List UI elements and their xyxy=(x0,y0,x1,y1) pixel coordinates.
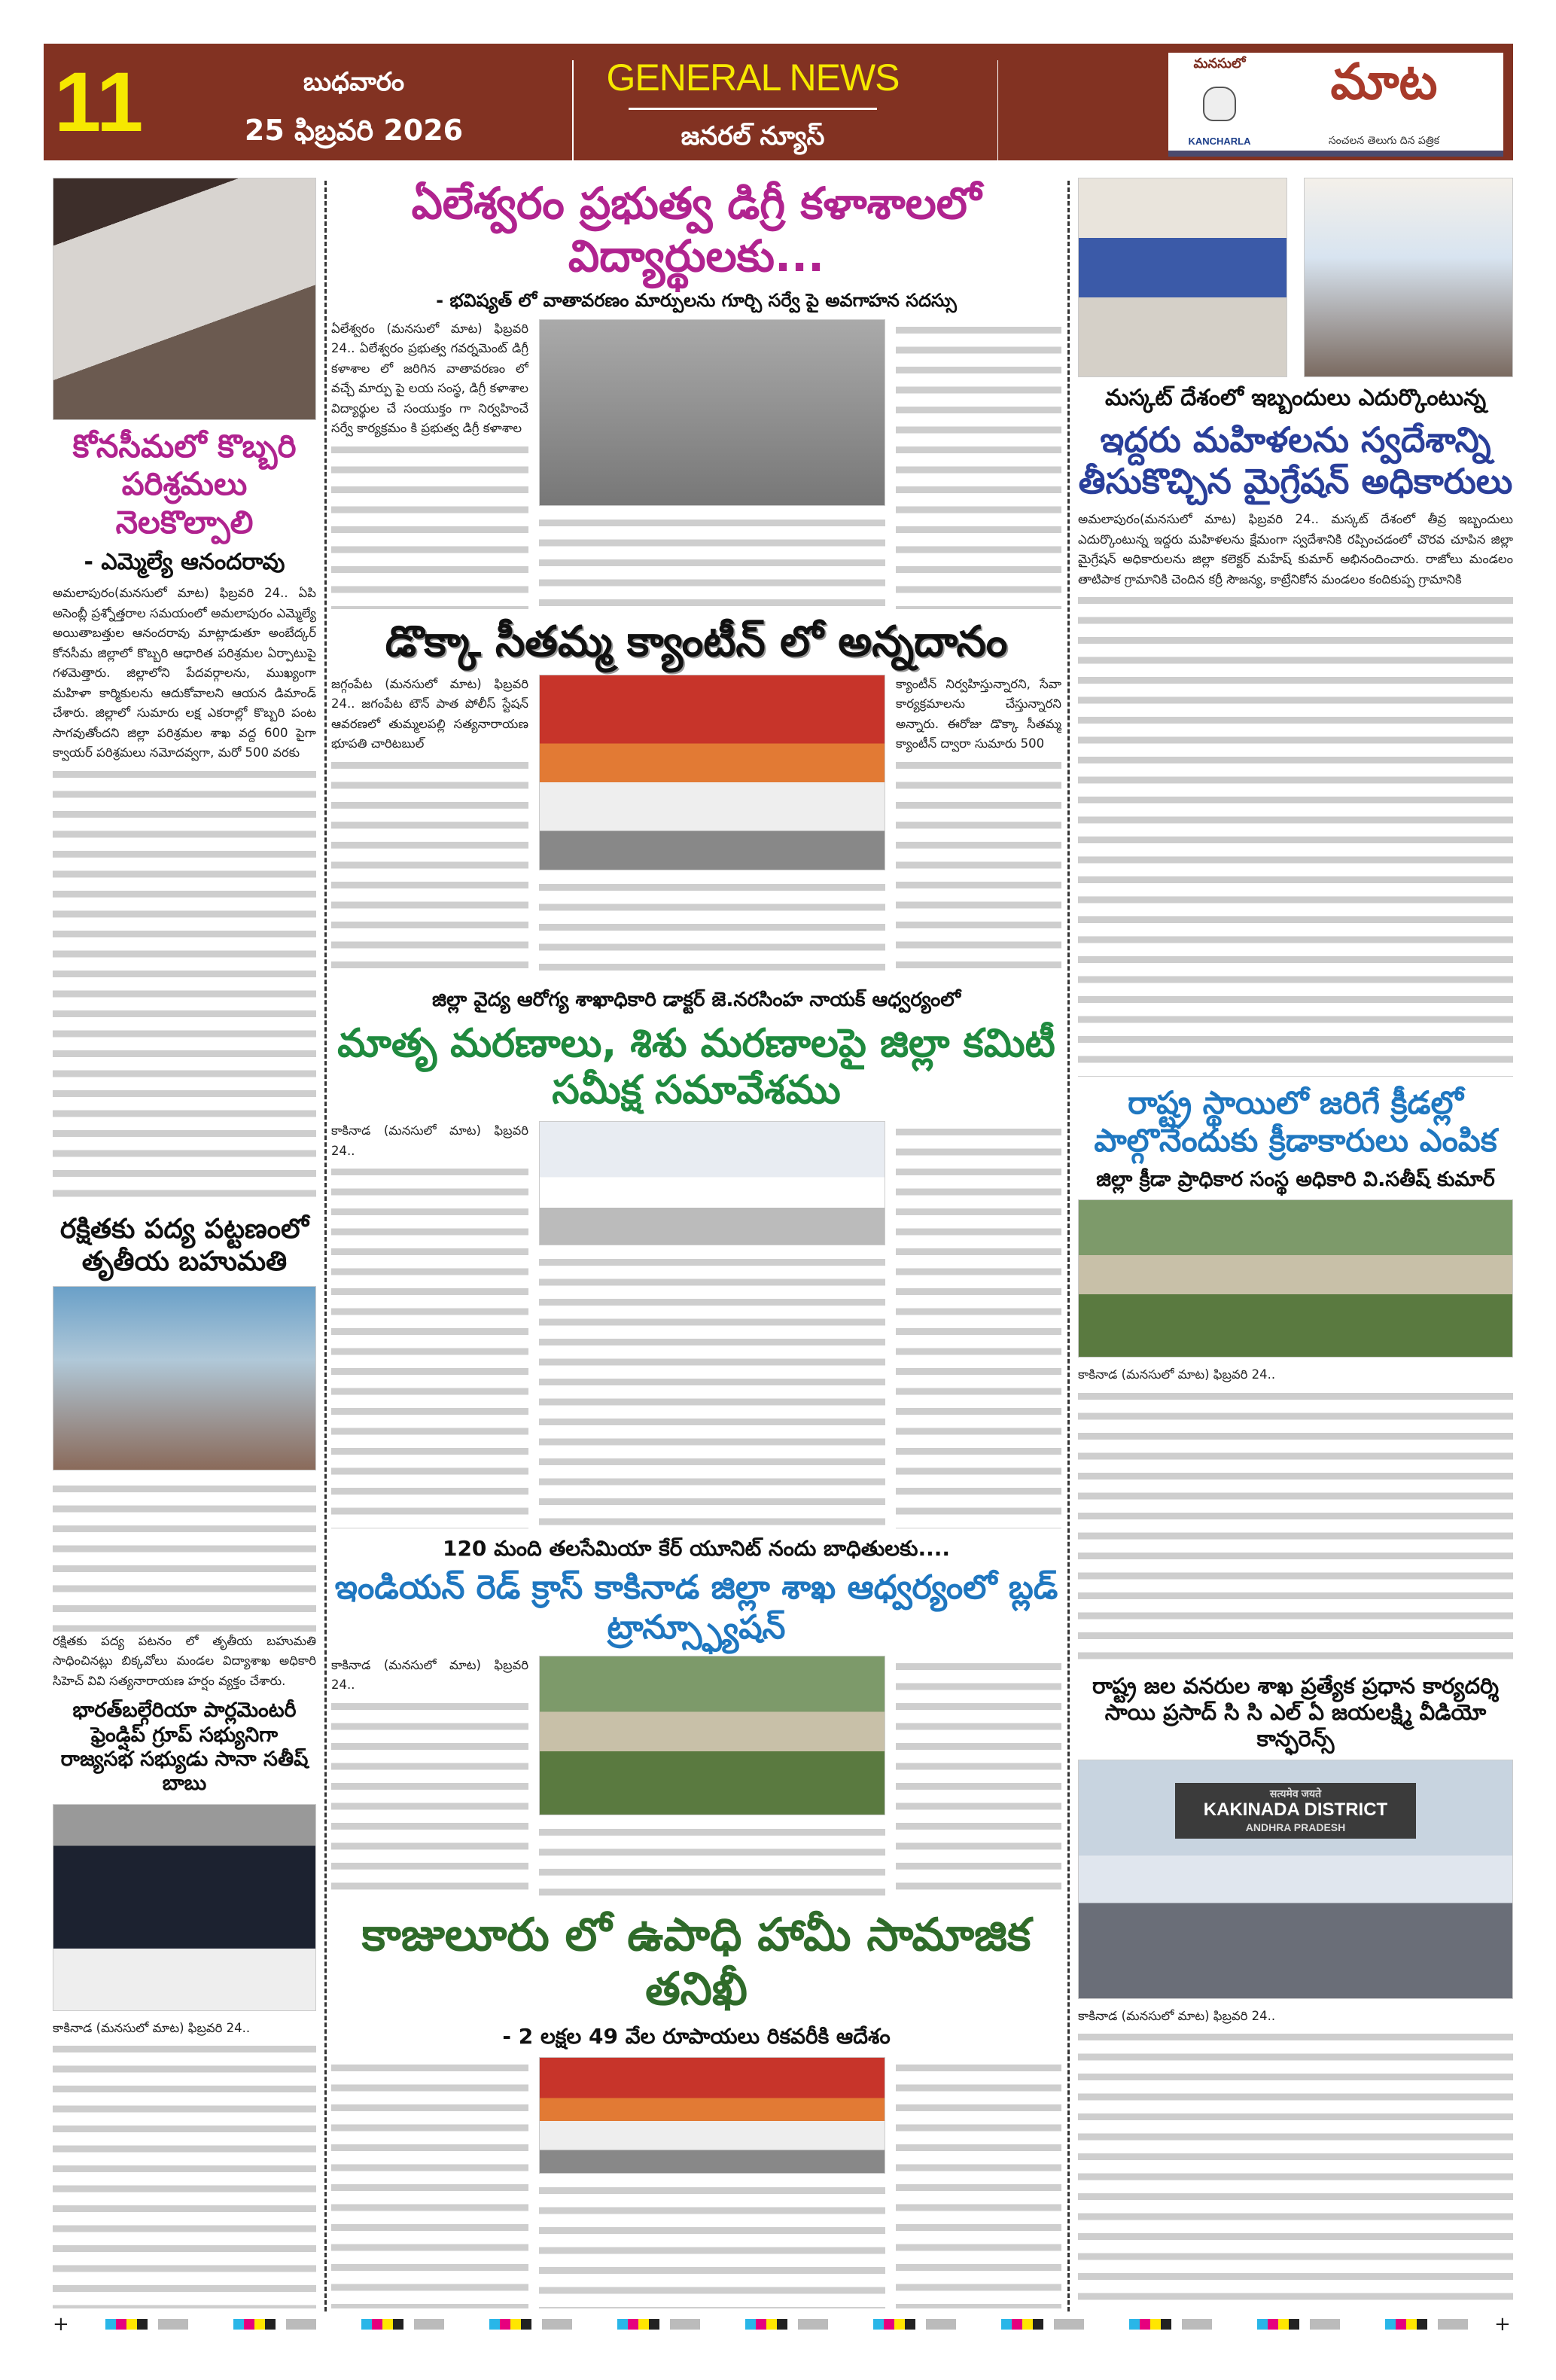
middle-column xyxy=(331,178,1061,2308)
section-rule xyxy=(629,108,877,110)
headline-migration-officers: ఇద్దరు మహిళలను స్వదేశాన్ని తీసుకొచ్చిన మైగ్రేషన్ అధికారులు xyxy=(1078,419,1513,502)
logo-tagline: సంచలన తెలుగు దిన పత్రిక xyxy=(1328,135,1440,148)
article-center xyxy=(539,1656,885,1900)
text-lines xyxy=(331,756,528,982)
subheadline: - భవిష్యత్ లో వాతావరణం మార్పులను గూర్చి సర్వే పై అవగాహన సదస్సు xyxy=(436,290,957,312)
article-body xyxy=(53,2019,316,2308)
article-body xyxy=(896,1121,1061,1528)
text-lines xyxy=(539,513,885,609)
article-center xyxy=(539,675,885,982)
article-text: క్యాంటీన్ నిర్వహిస్తున్నారని, సేవా కార్యక్రమాలను చేస్తున్నారని అన్నారు. ఈరోజు డొక్కా సీతమ్మ క్యాంటీన్ ద్వారా సుమారు 500 xyxy=(896,676,1061,751)
article-text: రక్షితకు పద్య పటనం లో తృతీయ బహుమతి సాధించినట్లు బిక్కవోలు మండల విద్యాశాఖ అధికారి సిహెచ్ వివి సత్యనారాయణ హర్షం వ్యక్తం చేశారు. xyxy=(53,1633,316,1688)
text-lines xyxy=(539,2181,885,2308)
article-body xyxy=(539,876,885,982)
article-body xyxy=(896,319,1061,609)
logo-brand: KANCHARLA xyxy=(1188,136,1251,148)
article-text: ఏలేశ్వరం (మనసులో మాట) ఫిబ్రవరి 24.. ఏలేశ్వరం ప్రభుత్వ గవర్నమెంట్ డిగ్రీ కళాశాల లో జరిగిన వాతావరణం లో వచ్చే మార్పు పై లయ సంస్థ, డిగ్రీ కళాశాల విద్యార్థుల చే సంయుక్తం గా నిర్వహించే సర్వే కార్యక్రమం కి ప్రభుత్వ డిగ్రీ కళాశాల xyxy=(331,321,528,436)
text-lines xyxy=(896,321,1061,609)
logo-left xyxy=(1174,56,1265,148)
sign-subtitle: ANDHRA PRADESH xyxy=(1245,1821,1346,1834)
text-lines xyxy=(53,1480,316,1632)
sign-motto: सत्यमेव जयते xyxy=(1269,1787,1322,1799)
article-social-audit xyxy=(331,2057,1061,2308)
article-center xyxy=(539,2057,885,2308)
photo-blood-transfusion xyxy=(539,1656,885,1815)
headline-social-audit: కాజులూరు లో ఉపాధి హామీ సామాజిక తనిఖీ xyxy=(361,1909,1031,2016)
photo-mla xyxy=(53,178,316,420)
section-title-box xyxy=(572,53,933,158)
text-lines xyxy=(53,2040,316,2308)
text-lines xyxy=(539,1823,885,1900)
headline-video-conference: రాష్ట్ర జల వనరుల శాఖ ప్రత్యేక ప్రధాన కార్యదర్శి సాయి ప్రసాద్ సి సి ఎల్ ఏ జయలక్ష్మి వీడియో కాన్ఫరెన్స్ xyxy=(1092,1673,1499,1751)
article-maternal-deaths xyxy=(331,1121,1061,1528)
kicker: 120 మంది తలసేమియా కేర్ యూనిట్ నందు బాధితులకు.... xyxy=(442,1535,951,1561)
article-canteen xyxy=(331,675,1061,982)
column-divider xyxy=(1067,181,1070,2311)
logo-name: మాట xyxy=(1330,53,1438,111)
logo-portrait-icon xyxy=(1203,87,1236,121)
district-sign xyxy=(1175,1783,1416,1839)
article-body xyxy=(539,1821,885,1900)
headline-poem-prize: రక్షితకు పద్య పట్టణంలో తృతీయ బహుమతి xyxy=(59,1214,309,1278)
subheadline: - ఎమ్మెల్యే ఆనందరావు xyxy=(84,549,285,576)
article-text: కాకినాడ (మనసులో మాట) ఫిబ్రవరి 24.. xyxy=(1078,1367,1276,1382)
page-number: 11 xyxy=(54,55,144,149)
kicker: మస్కట్ దేశంలో ఇబ్బందులు ఎదుర్కొంటున్న xyxy=(1104,385,1487,411)
text-lines xyxy=(331,440,528,609)
dateline-box xyxy=(218,59,489,157)
headline-sana-satish: భారత్‌బల్గేరియా పార్లమెంటరీ ఫ్రెండ్షిప్ గ్రూప్ సభ్యునిగా రాజ్యసభ సభ్యుడు సానా సతీష్ బాబు xyxy=(60,1699,309,1796)
article-text: కాకినాడ (మనసులో మాట) ఫిబ్రవరి 24.. xyxy=(53,2020,251,2035)
divider xyxy=(997,60,998,160)
text-lines xyxy=(1078,2028,1513,2308)
article-body xyxy=(896,675,1061,982)
article-text: అమలాపురం(మనసులో మాట) ఫిబ్రవరి 24.. ఏపి అసెంబ్లీ ప్రశ్నోత్తరాల సమయంలో అమలాపురం ఎమ్మెల్యే అయితాబత్తుల ఆనందరావు మాట్లాడుతూ అంబేద్కర్ కోనసీమ జిల్లాలో కొబ్బరి ఆధారిత పరిశ్రమల ఏర్పాటుపై గళమెత్తారు. జిల్లాలోని పేదవర్గాలను, ముఖ్యంగా మహిళా కార్మికులను ఆదుకోవాలని ఆయన డిమాండ్ చేశారు. జిల్లాలో సుమారు లక్ష ఎకరాల్లో కొబ్బరి పంట సాగవుతోందని జిల్లా పరిశ్రమల శాఖ వద్ద 600 పైగా క్వాయర్ పరిశ్రమలు నమోదవ్వగా, మరో 500 వరకు xyxy=(53,586,316,760)
text-lines xyxy=(53,765,316,1205)
headline-degree-college: ఏలేశ్వరం ప్రభుత్వ డిగ్రీ కళాశాలలో విద్యార్థులకు... xyxy=(411,178,982,282)
sign-title: KAKINADA DISTRICT xyxy=(1203,1799,1388,1821)
article-body xyxy=(331,2057,528,2308)
kicker: జిల్లా వైద్య ఆరోగ్య శాఖాధికారి డాక్టర్ జె.నరసింహ నాయక్ ఆధ్వర్యంలో xyxy=(431,989,961,1012)
text-lines xyxy=(1078,591,1513,1076)
article-body xyxy=(53,584,316,1205)
article-body xyxy=(896,2057,1061,2308)
article-body xyxy=(539,1251,885,1528)
logo-kicker: మనసులో xyxy=(1193,56,1246,72)
text-lines xyxy=(331,1163,528,1528)
text-lines xyxy=(539,878,885,982)
article-body xyxy=(331,675,528,982)
article-text: కాకినాడ (మనసులో మాట) ఫిబ్రవరి 24.. xyxy=(1078,2008,1276,2023)
photo-canteen xyxy=(539,675,885,870)
article-red-cross xyxy=(331,1656,1061,1900)
section-title-en: GENERAL NEWS xyxy=(606,56,900,99)
issue-date: 25 ఫిబ్రవరి 2026 xyxy=(244,114,464,148)
section-title-te: జనరల్ న్యూస్ xyxy=(681,121,825,152)
photo-woman-1 xyxy=(1078,178,1287,377)
photo-woman-2 xyxy=(1304,178,1513,377)
headline-coconut-industries: కోనసీమలో కొబ్బరి పరిశ్రమలు నెలకొల్పాలి xyxy=(72,428,297,541)
text-lines xyxy=(539,1253,885,1528)
photo-pair xyxy=(1078,178,1513,377)
article-body xyxy=(331,1121,528,1528)
subheadline: జిల్లా క్రీడా ప్రాధికార సంస్థ అధికారి వి.సతీష్ కుమార్ xyxy=(1096,1167,1495,1191)
registration-mark-icon: + xyxy=(53,2313,69,2336)
text-lines xyxy=(896,1657,1061,1900)
text-lines xyxy=(331,2059,528,2308)
photo-sana-satish xyxy=(53,1804,316,2011)
article-text: కాకినాడ (మనసులో మాట) ఫిబ్రవరి 24.. xyxy=(331,1657,528,1693)
photo-sports xyxy=(1078,1199,1513,1358)
article-degree-college xyxy=(331,319,1061,609)
logo-right xyxy=(1271,53,1497,148)
headline-sports-selection: రాష్ట్ర స్థాయిలో జరిగే క్రీడల్లో పాల్గొనేందుకు క్రీడాకారులు ఎంపిక xyxy=(1094,1083,1497,1160)
color-calibration-bar xyxy=(105,2319,1475,2330)
text-lines xyxy=(896,2059,1061,2308)
article-body xyxy=(331,319,528,609)
text-lines xyxy=(331,1697,528,1900)
photo-college-seminar xyxy=(539,319,885,506)
article-text: కాకినాడ (మనసులో మాట) ఫిబ్రవరి 24.. xyxy=(331,1123,528,1158)
photo-social-audit xyxy=(539,2057,885,2174)
photo-review-meeting xyxy=(539,1121,885,1245)
column-divider xyxy=(324,181,327,2311)
article-text: జగ్గంపేట (మనసులో మాట) ఫిబ్రవరి 24.. జగంపేట టౌన్ పాత పోలీస్ స్టేషన్ ఆవరణలో తుమ్మలపల్లి సత్యనారాయణ భూపతి చారిటబుల్ xyxy=(331,676,528,751)
registration-mark-icon: + xyxy=(1494,2313,1511,2336)
article-center xyxy=(539,1121,885,1528)
left-column xyxy=(53,178,316,2308)
headline-canteen: డొక్కా సీతమ్మ క్యాంటీన్ లో అన్నదానం xyxy=(385,617,1008,666)
article-body xyxy=(1078,2007,1513,2308)
article-body xyxy=(1078,1365,1513,1665)
right-column xyxy=(1078,178,1513,2308)
text-lines xyxy=(1078,1387,1513,1666)
article-body xyxy=(896,1656,1061,1900)
text-lines xyxy=(896,1123,1061,1528)
article-body xyxy=(539,512,885,609)
photo-prize xyxy=(53,1286,316,1470)
headline-maternal-deaths: మాతృ మరణాలు, శిశు మరణాలపై జిల్లా కమిటీ సమీక్ష సమావేశము xyxy=(337,1020,1055,1113)
article-body xyxy=(331,1656,528,1900)
article-text: అమలాపురం(మనసులో మాట) ఫిబ్రవరి 24.. మస్కట్ దేశంలో తీవ్ర ఇబ్బందులు ఎదుర్కొంటున్న ఇద్దరు మహిళలను క్షేమంగా స్వదేశానికి రప్పించడంలో చొరవ చూపిన జిల్లా మైగ్రేషన్ అధికారులను జిల్లా కలెక్టర్ మహేష్ కుమార్ అభినందించారు. రాజోలు మండలం తాటిపాక గ్రామానికి చెందిన కర్రీ సౌజన్య, కాట్రేనికోన మండలం కందికుప్ప గ్రామానికి xyxy=(1078,512,1513,587)
article-body xyxy=(1078,510,1513,1076)
text-lines xyxy=(896,756,1061,982)
article-body xyxy=(539,2180,885,2308)
weekday: బుధవారం xyxy=(303,66,405,97)
newspaper-logo xyxy=(1168,53,1503,157)
headline-red-cross: ఇండియన్ రెడ్ క్రాస్ కాకినాడ జిల్లా శాఖ ఆధ్వర్యంలో బ్లడ్ ట్రాన్స్ఫ్యూషన్ xyxy=(334,1568,1058,1647)
article-body xyxy=(53,1478,316,1692)
photo-video-conference xyxy=(1078,1760,1513,1999)
article-center xyxy=(539,319,885,609)
subheadline: - 2 లక్షల 49 వేల రూపాయలు రికవరీకి ఆదేశం xyxy=(502,2024,891,2049)
